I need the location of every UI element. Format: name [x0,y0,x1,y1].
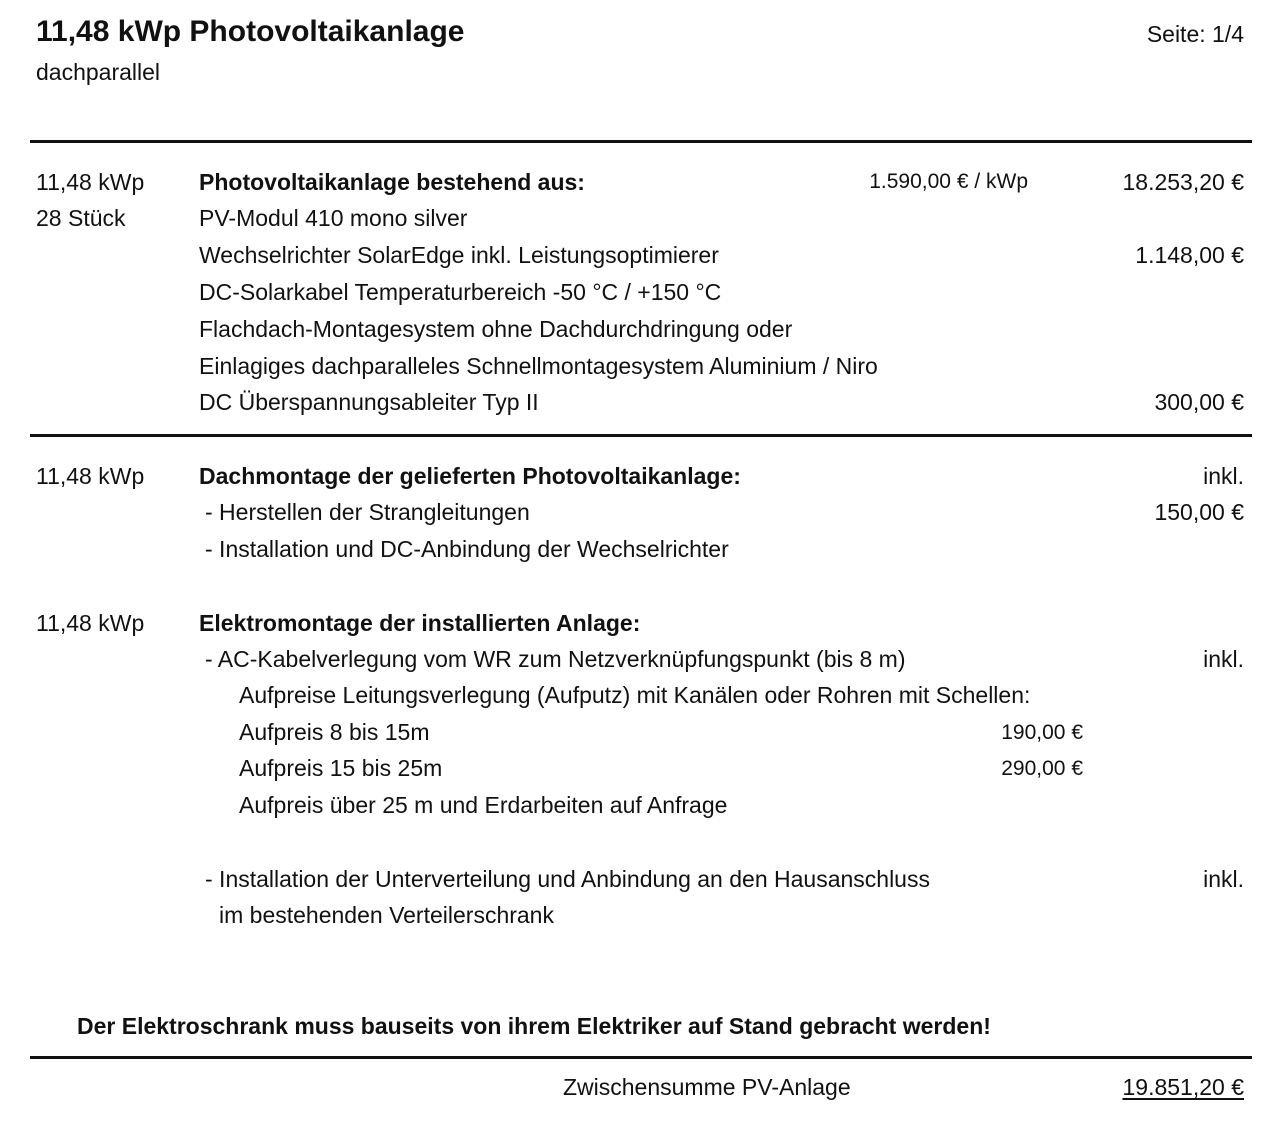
section2-price: inkl. [1203,463,1244,489]
section2-item: - Installation und DC-Anbindung der Wechselrichter [205,536,729,562]
section2-heading: Dachmontage der gelieferten Photovoltaikanlage: [199,463,741,489]
section2-item: - Herstellen der Strangleitungen [205,499,530,525]
section3-surcharge-note: Aufpreis über 25 m und Erdarbeiten auf Anfrage [239,792,728,818]
surcharge-price: 290,00 € [1001,757,1083,780]
section3-quantity: 11,48 kWp [36,610,145,636]
section3-heading: Elektromontage der installierten Anlage: [199,610,641,636]
surcharge-label: Aufpreis 8 bis 15m [239,719,430,745]
section1-total: 18.253,20 € [1122,169,1244,195]
notice-text: Der Elektroschrank muss bauseits von ihrem Elektriker auf Stand gebracht werden! [77,1013,991,1039]
section1-surge-price: 300,00 € [1154,389,1244,415]
section3-distribution-price: inkl. [1203,866,1244,892]
section1-quantity-kwp: 11,48 kWp [36,169,145,195]
section3-ac-price: inkl. [1203,646,1244,672]
section1-heading: Photovoltaikanlage bestehend aus: [199,169,585,195]
surcharge-label: Aufpreis 15 bis 25m [239,755,443,781]
document-subtitle: dachparallel [36,59,161,85]
subtotal-value: 19.851,20 € [1122,1074,1244,1100]
section3-distribution-line1: - Installation der Unterverteilung und Anbindung an den Hausanschluss [205,866,930,892]
section1-item: DC Überspannungsableiter Typ II [199,389,539,415]
section1-inverter-price: 1.148,00 € [1135,242,1244,268]
divider-bottom [30,1056,1252,1059]
section1-item: Flachdach-Montagesystem ohne Dachdurchdringung oder [199,316,793,342]
section3-ac-line: - AC-Kabelverlegung vom WR zum Netzverknüpfungspunkt (bis 8 m) [205,646,906,672]
page-number: Seite: 1/4 [1146,21,1244,47]
subtotal-label: Zwischensumme PV-Anlage [563,1074,851,1100]
section1-item: PV-Modul 410 mono silver [199,205,468,231]
section1-item: Einlagiges dachparalleles Schnellmontagesystem Aluminium / Niro [199,353,878,379]
section1-item: DC-Solarkabel Temperaturbereich -50 °C / +150 °C [199,279,722,305]
document-title: 11,48 kWp Photovoltaikanlage [36,15,465,48]
section3-surcharge-heading: Aufpreise Leitungsverlegung (Aufputz) mit Kanälen oder Rohren mit Schellen: [239,682,1031,708]
divider-top [30,140,1252,143]
surcharge-price: 190,00 € [1001,721,1083,744]
section2-string-price: 150,00 € [1154,499,1244,525]
section1-item: Wechselrichter SolarEdge inkl. Leistungsoptimierer [199,242,719,268]
section2-quantity: 11,48 kWp [36,463,145,489]
section3-distribution-line2: im bestehenden Verteilerschrank [219,902,554,928]
divider-middle [30,434,1252,437]
section1-unit-price: 1.590,00 € / kWp [869,170,1028,193]
section1-quantity-pieces: 28 Stück [36,205,126,231]
